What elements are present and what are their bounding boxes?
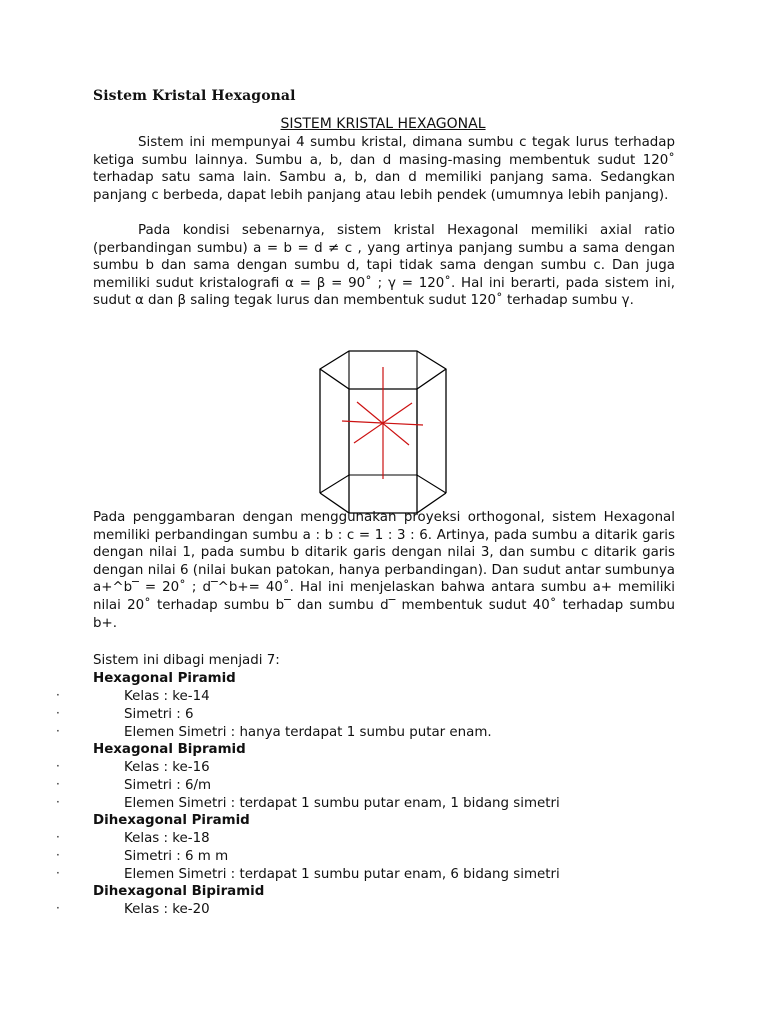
list-item-text: Kelas : ke-16 bbox=[124, 760, 210, 775]
list-item-text: Simetri : 6 m m bbox=[124, 849, 229, 864]
list-item-text: Kelas : ke-14 bbox=[124, 689, 210, 704]
list-item bbox=[0, 707, 768, 725]
paragraph-3: Pada penggambaran dengan menggunakan proyeksi orthogonal, sistem Hexagonal memiliki perbandingan sumbu a : b : c = 1 : 3 : 6. Artinya, pada sumbu a ditarik garis dengan nilai 1, pada sumbu b ditarik garis dengan nilai 3, dan sumbu c ditarik garis dengan nilai 6 (nilai bukan patokan, hanya perbandingan). Dan sudut antar sumbunya a+^b‾ = 20˚ ; d‾^b+= 40˚. Hal ini menjelaskan bahwa antara sumbu a+ memiliki nilai 20˚ terhadap sumbu b‾ dan sumbu d‾ membentuk sudut 40˚ terhadap sumbu b+. bbox=[93, 510, 675, 631]
bullet-icon: · bbox=[56, 866, 60, 880]
paragraph-2: Pada kondisi sebenarnya, sistem kristal Hexagonal memiliki axial ratio (perbandingan sumbu) a = b = d ≠ c , yang artinya panjang sumbu a sama dengan sumbu b dan sama dengan sumbu d, tapi tidak sama dengan sumbu c. Dan juga memiliki sudut kristalografi α = β = 90˚ ; γ = 120˚. Hal ini berarti, pada sistem ini, sudut α dan β saling tegak lurus dan membentuk sudut 120˚ terhadap sumbu γ. bbox=[93, 223, 675, 309]
section-title-text: SISTEM KRISTAL HEXAGONAL bbox=[280, 116, 486, 132]
document-heading: Sistem Kristal Hexagonal bbox=[93, 88, 296, 104]
list-item bbox=[0, 902, 768, 920]
list-item-text: Elemen Simetri : hanya terdapat 1 sumbu putar enam. bbox=[124, 725, 492, 740]
list-item bbox=[0, 796, 768, 814]
bullet-icon: · bbox=[56, 706, 60, 720]
class-heading: Dihexagonal Bipiramid bbox=[93, 884, 265, 899]
list-item-text: Elemen Simetri : terdapat 1 sumbu putar enam, 1 bidang simetri bbox=[124, 796, 560, 811]
list-item bbox=[0, 849, 768, 867]
list-item-text: Kelas : ke-18 bbox=[124, 831, 210, 846]
list-item bbox=[0, 760, 768, 778]
bullet-icon: · bbox=[56, 759, 60, 773]
list-item-text: Elemen Simetri : terdapat 1 sumbu putar enam, 6 bidang simetri bbox=[124, 867, 560, 882]
bullet-icon: · bbox=[56, 688, 60, 702]
list-item bbox=[0, 689, 768, 707]
list-item bbox=[0, 725, 768, 743]
list-item bbox=[0, 778, 768, 796]
class-heading: Hexagonal Bipramid bbox=[93, 742, 246, 757]
list-item bbox=[0, 867, 768, 885]
bullet-icon: · bbox=[56, 848, 60, 862]
hexagonal-prism-figure bbox=[317, 347, 449, 517]
list-item bbox=[0, 831, 768, 849]
list-item-text: Simetri : 6/m bbox=[124, 778, 212, 793]
bullet-icon: · bbox=[56, 830, 60, 844]
class-heading: Dihexagonal Piramid bbox=[93, 813, 250, 828]
bullet-icon: · bbox=[56, 795, 60, 809]
bullet-icon: · bbox=[56, 777, 60, 791]
class-heading: Hexagonal Piramid bbox=[93, 671, 236, 686]
paragraph-1: Sistem ini mempunyai 4 sumbu kristal, dimana sumbu c tegak lurus terhadap ketiga sumbu lainnya. Sumbu a, b, dan d masing-masing membentuk sudut 120˚ terhadap satu sama lain. Sambu a, b, dan d memiliki panjang sama. Sedangkan panjang c berbeda, dapat lebih panjang atau lebih pendek (umumnya lebih panjang). bbox=[93, 135, 675, 203]
list-item-text: Kelas : ke-20 bbox=[124, 902, 210, 917]
list-intro: Sistem ini dibagi menjadi 7: bbox=[93, 653, 280, 668]
list-item-text: Simetri : 6 bbox=[124, 707, 194, 722]
bullet-icon: · bbox=[56, 724, 60, 738]
section-title bbox=[0, 116, 768, 132]
bullet-icon: · bbox=[56, 901, 60, 915]
